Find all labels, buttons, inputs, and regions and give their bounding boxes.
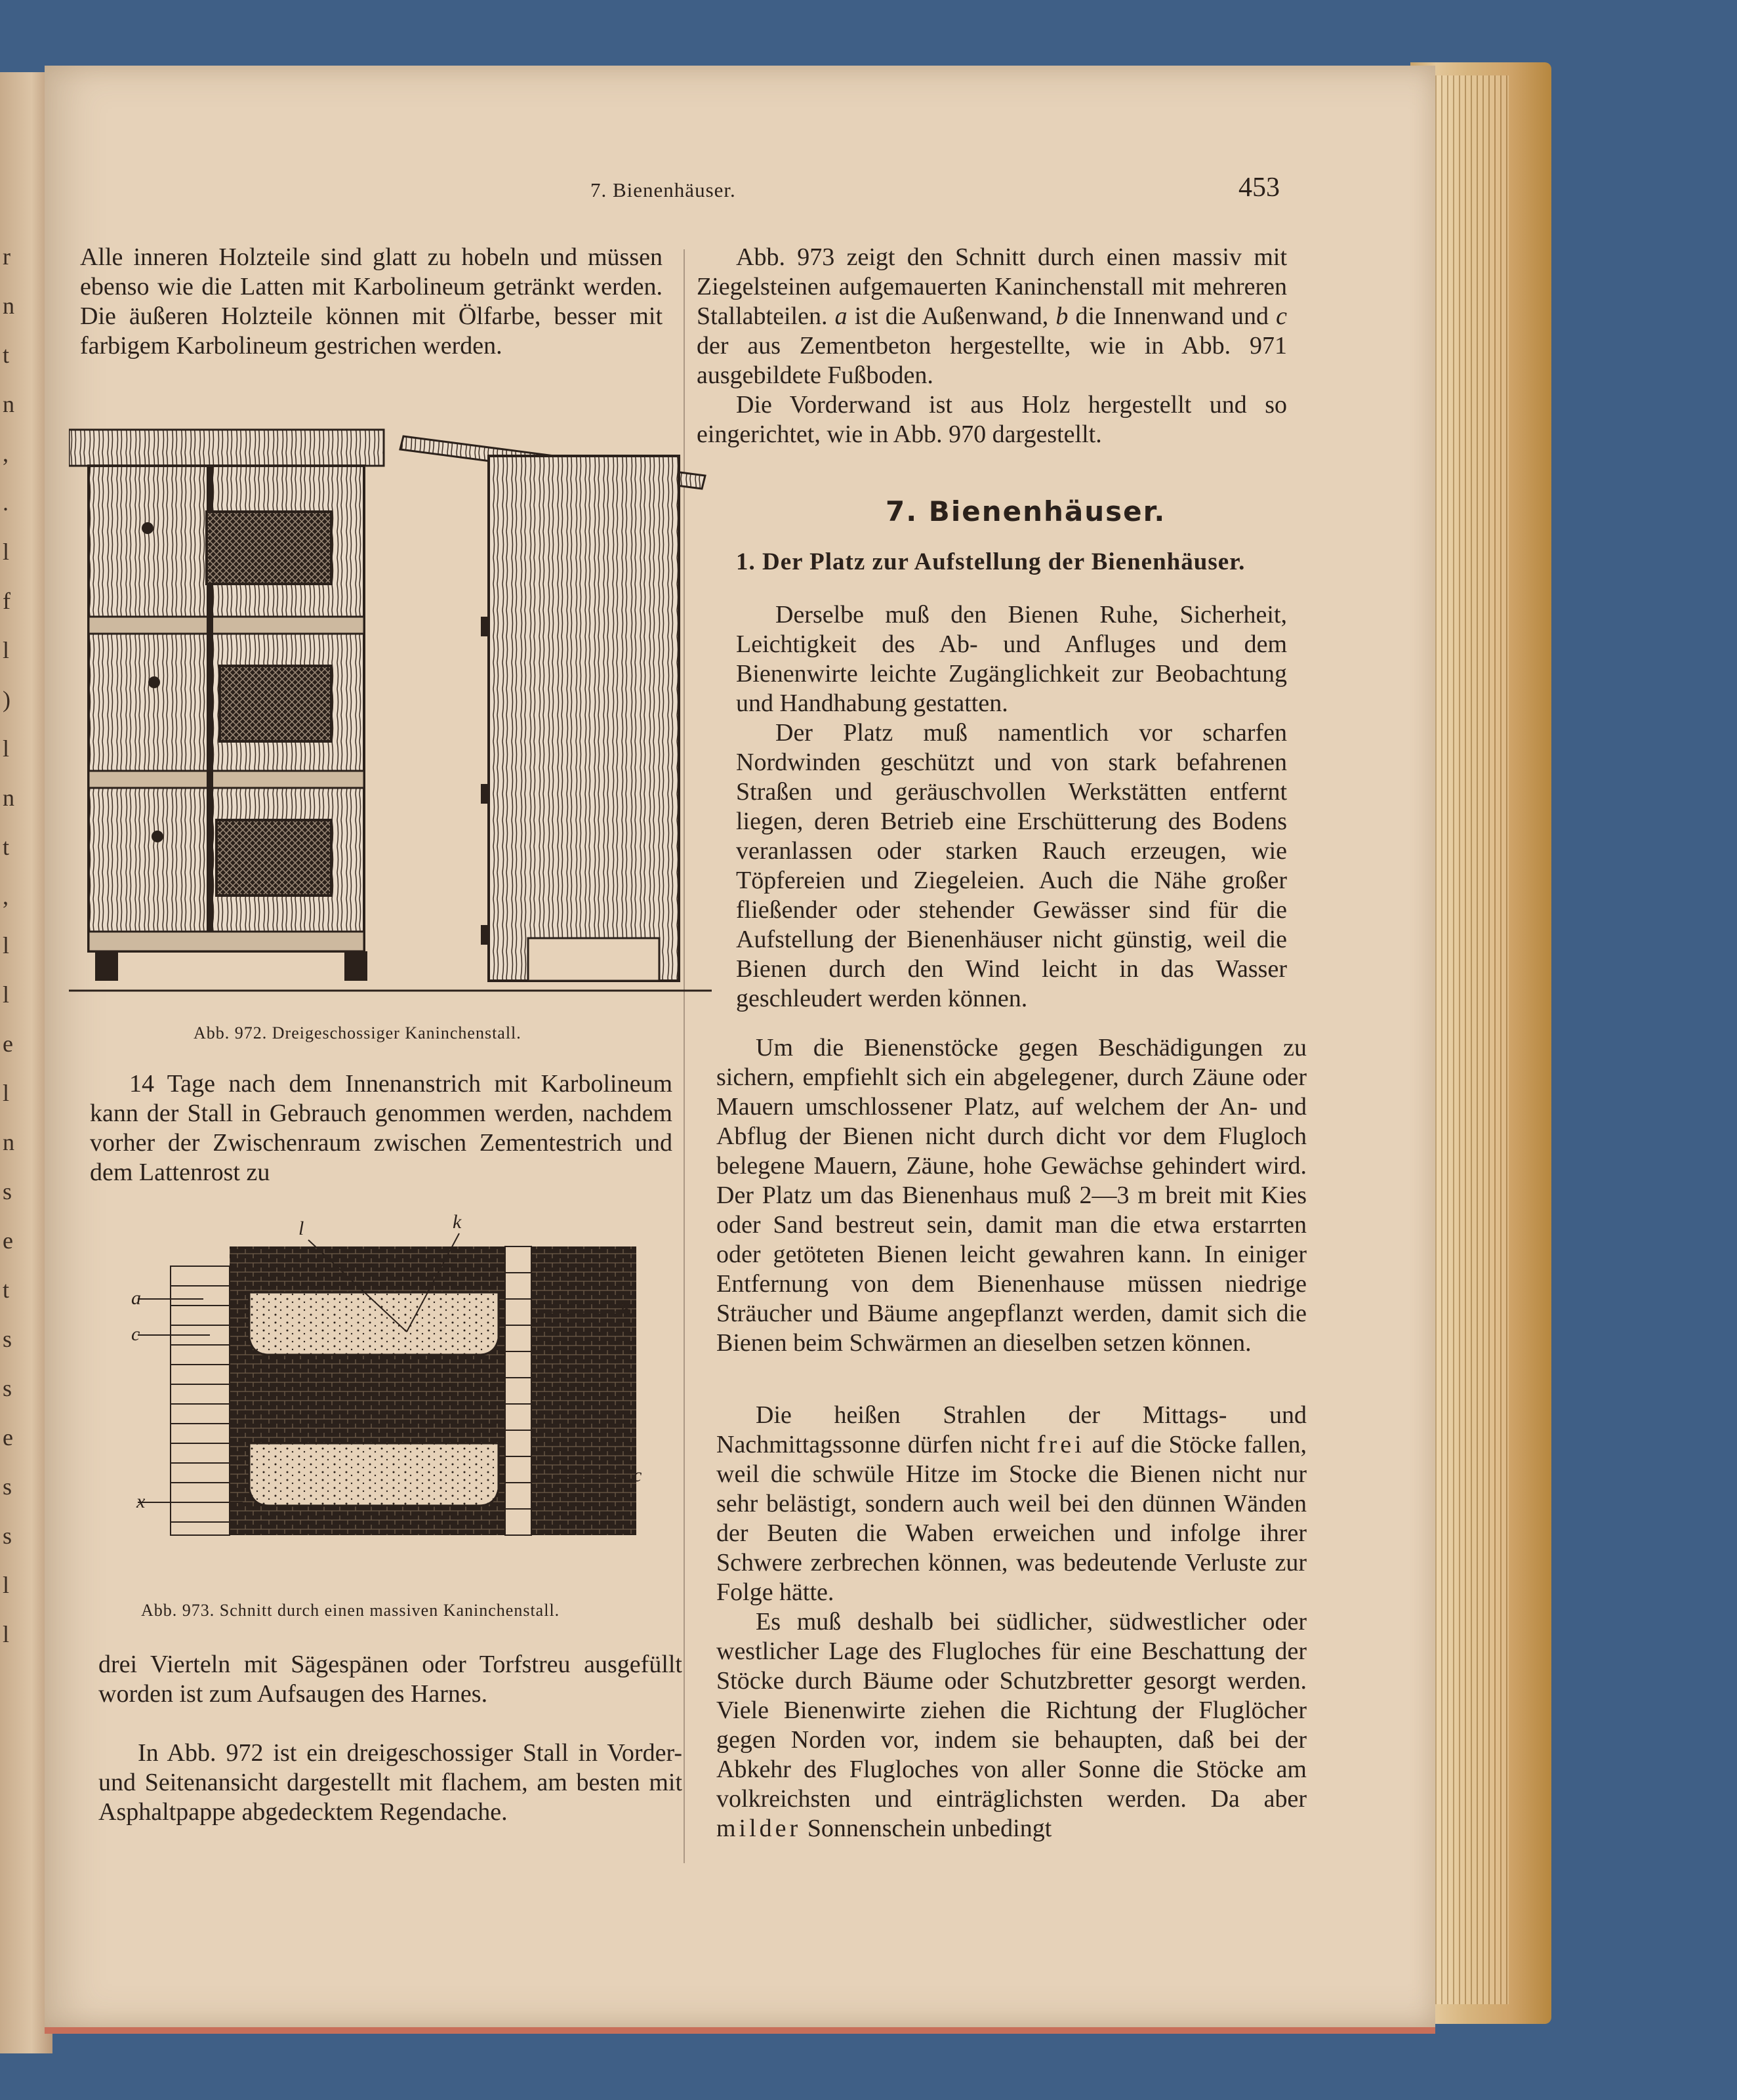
left-paragraph-3: drei Vierteln mit Sägespänen oder Torfstreu ausgefüllt worden ist zum Aufsaugen des Harnes. [98,1651,682,1708]
right-paragraph-4: Der Platz muß namentlich vor scharfen Nordwinden geschützt und von stark befahrenen Straßen und geräuschvollen Werkstätten entfernt liegen, deren Betrieb eine Erschütterung des Bodens veranlassen oder starken Rauch erzeugen, wie Töpfereien und Ziegeleien. Auch die Nähe großer fließender oder stehender Gewässer sind für die Aufstellung der Bienenhäuser nicht günstig, weil die Bienen durch den Wind leicht in das Wasser geschleudert werden können. [736,719,1287,1012]
figure-973-section-drawing [131,1194,656,1588]
right-paragraph-1: Abb. 973 zeigt den Schnitt durch einen massiv mit Ziegelsteinen aufgemauerten Kaninchenstall mit mehreren Stallabteilen. a ist die Außenwand, b die Innenwand und c der aus Zementbeton hergestellte, wie in Abb. 971 ausgebildete Fußboden. [697,243,1287,389]
left-page-fragment: n [3,785,14,811]
left-page-fragment: , [3,440,9,466]
figure-973-caption: Abb. 973. Schnitt durch einen massiven Kaninchenstall. [141,1601,560,1620]
left-page-fragment: s [3,1375,12,1401]
left-page-fragment: t [3,342,10,368]
left-page-fragment: n [3,391,14,417]
figure-973-label-c2: c [633,1464,642,1486]
figure-972-caption: Abb. 972. Dreigeschossiger Kaninchenstall. [194,1023,521,1042]
left-page-fragment: e [3,1424,13,1451]
left-page-fragment: l [3,932,10,958]
figure-973-label-c: c [131,1323,140,1345]
left-paragraph-2: 14 Tage nach dem Innenanstrich mit Karbolineum kann der Stall in Gebrauch genommen werden, nachdem vorher der Zwischenraum zwischen Zementestrich und dem Lattenrost zu [90,1070,672,1186]
left-page-fragment: l [3,1572,10,1598]
figure-973-label-a: a [131,1287,141,1309]
left-page-fragment: s [3,1178,12,1204]
right-paragraph-7: Es muß deshalb bei südlicher, südwestlicher oder westlicher Lage des Flugloches für eine Beschattung der Stöcke durch Bäume oder Schutzbretter gesorgt werden. Viele Bienenwirte ziehen die Richtung der Fluglöcher gegen Norden vor, indem sie behaupten, daß bei der Abkehr des Flugloches von aller Sonne die Stöcke am volkreichsten und einträglichsten werden. Da aber milder Sonnenschein unbedingt [716,1608,1307,1842]
right-paragraph-2: Die Vorderwand ist aus Holz hergestellt und so eingerichtet, wie in Abb. 970 dargestellt. [697,391,1287,448]
left-page-fragment: n [3,293,14,319]
right-paragraph-3: Derselbe muß den Bienen Ruhe, Sicherheit, Leichtigkeit des Ab- und Anfluges und dem Bienenwirte leichte Zugänglichkeit zur Beobachtung und Handhabung gestatten. [736,601,1287,717]
figure-973-label-b: b [620,1300,630,1322]
left-page-fragment: r [3,243,10,270]
subsection-title: 1. Der Platz zur Aufstellung der Bienenhäuser. [736,548,1246,575]
right-paragraph-5: Um die Bienenstöcke gegen Beschädigungen zu sichern, empfiehlt sich ein abgelegener, durch Zäune oder Mauern umschlossener Platz, auf welchem der An- und Abflug der Bienen nicht durch dicht vor dem Flugloch belegene Mauern, Zäune, hohe Gewächse gehindert wird. Der Platz um das Bienenhaus muß 2—3 m breit mit Kies oder Sand bestreut sein, damit man die etwa erstarrten oder getöteten Bienen leicht gewahren kann. In einiger Entfernung von dem Bienenhause müssen niedrige Sträucher und Bäume angepflanzt werden, damit sich die Bienen beim Schwärmen an dieselben setzen können. [716,1034,1307,1357]
left-page-fragment: l [3,1080,10,1106]
right-paragraph-6: Die heißen Strahlen der Mittags- und Nachmittagssonne dürfen nicht frei auf die Stöcke fallen, weil die schwüle Hitze im Stocke die Bienen nicht nur sehr belästigt, sondern auch weil bei den dünnen Wänden der Beuten die Waben erweichen und infolge ihrer Schwere zerbrechen können, was bedeutende Verluste zur Folge hätte. [716,1401,1307,1606]
left-page-fragment: n [3,1129,14,1155]
left-page-fragment: f [3,588,10,614]
figure-973-label-l: l [298,1218,304,1239]
figure-973-label-x: x [136,1491,146,1512]
left-page-fragment: s [3,1326,12,1352]
section-title: 7. Bienenhäuser. [886,495,1166,527]
left-page-fragment: l [3,637,10,663]
left-page-fragment: l [3,539,10,565]
left-paragraph-1: Alle inneren Holzteile sind glatt zu hobeln und müssen ebenso wie die Latten mit Karbolineum getränkt werden. Die äußeren Holzteile können mit Ölfarbe, besser mit farbigem Karbolineum gestrichen werden. [80,243,663,360]
left-page-fragment: t [3,834,10,860]
page-number: 453 [1238,173,1280,203]
figure-972-rabbit-hutch [69,426,715,1004]
left-page-fragment: ) [3,686,10,712]
left-page-fragment: t [3,1277,10,1303]
left-page-fragment: e [3,1031,13,1057]
left-paragraph-4: In Abb. 972 ist ein dreigeschossiger Stall in Vorder- und Seitenansicht dargestellt mit flachem, am besten mit Asphaltpappe abgedecktem Regendache. [98,1739,682,1826]
left-page-fragment: s [3,1473,12,1500]
left-page-fragment: , [3,883,9,909]
left-page-fragment: l [3,981,10,1008]
running-header: 7. Bienenhäuser. [590,178,736,201]
figure-973-label-k: k [453,1211,462,1233]
left-page-fragment: l [3,1621,10,1647]
left-page-fragment: s [3,1523,12,1549]
left-page-fragment: l [3,735,10,762]
left-page-fragment: . [3,489,9,516]
left-page-fragment: e [3,1227,13,1254]
